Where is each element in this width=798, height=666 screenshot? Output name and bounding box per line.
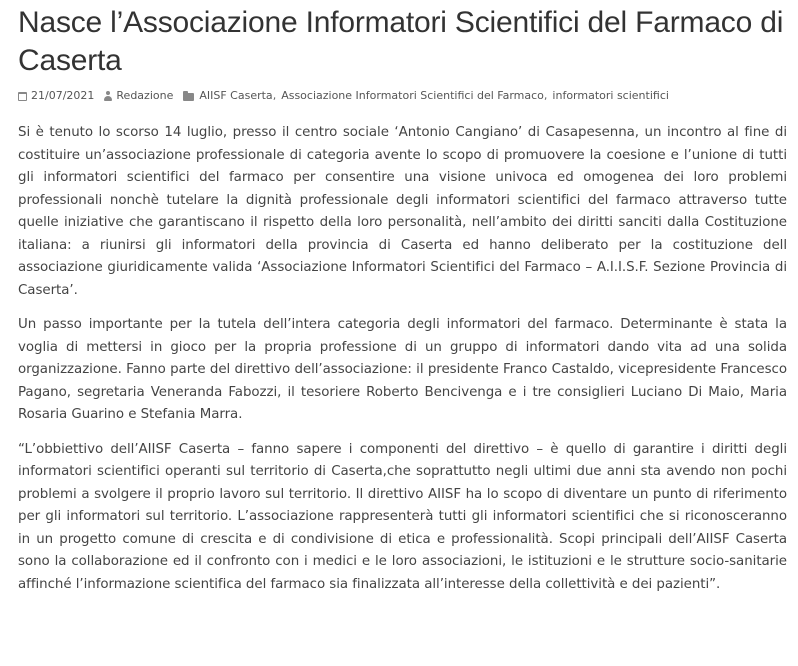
post-date[interactable] [18, 89, 94, 103]
article-title: Nasce l’Associazione Informatori Scientifici del Farmaco di Caserta [18, 6, 784, 77]
paragraph: Si è tenuto lo scorso 14 luglio, presso il centro sociale ‘Antonio Cangiano’ di Casapesenna, un incontro al fine di costituire un’associazione professionale di categoria avente lo scopo di promuovere la coesione e l’unione di tutti gli informatori scientifici del farmaco per consentire una visione univoca ed omogenea dei loro problemi professionali nonchè tutelare la dignità professionale degli informatori scientifici del farmaco attraverso tutte quelle iniziative che garantiscano il rispetto della loro personalità, nell’ambito dei diritti sanciti dalla Costituzione italiana: a riunirsi gli informatori della provincia di Caserta ed hanno deliberato per la costituzione dell associazione giuridicamente valida ‘Associazione Informatori Scientifici del Farmaco – A.I.I.S.F. Sezione Provincia di Caserta’. [18, 125, 787, 298]
post-author-link[interactable]: Redazione [116, 89, 174, 102]
article [18, 0, 787, 608]
user-icon [104, 91, 112, 101]
post-categories [183, 89, 669, 103]
paragraph: “L’obbiettivo dell’AIISF Caserta – fanno sapere i componenti del direttivo – è quello di garantire i diritti degli informatori scientifici operanti sul territorio di Caserta,che soprattutto negli ultimi due anni sta avendo non pochi problemi a svolgere il proprio lavoro sul territorio. Il direttivo AIISF ha lo scopo di diventare un punto di riferimento per gli informatori sul territorio. L’associazione rappresenterà tutti gli informatori scientifici che si riconosceranno in un progetto comune di crescita e di condivisione di etica e professionalità. Scopi principali dell’AIISF Caserta sono la collaborazione ed il confronto con i medici e le loro associazioni, le istituzioni e le strutture socio-sanitarie affinché l’informazione scientifica del farmaco sia finalizzata all’interesse della collettività e dei pazienti”. [18, 441, 787, 592]
category-link-aiisf-caserta[interactable]: AIISF Caserta [199, 89, 273, 102]
post-date-link[interactable]: 21/07/2021 [31, 89, 95, 102]
paragraph: Un passo importante per la tutela dell’intera categoria degli informatori del farmaco. Determinante è stata la voglia di mettersi in gioco per la propria professione di un gruppo di informatori dando vita ad una solida organizzazione. Fanno parte del direttivo dell’associazione: il presidente Franco Castaldo, vicepresidente Francesco Pagano, segretaria Veneranda Fabozzi, il tesoriere Roberto Bencivenga e i tre consiglieri Luciano Di Maio, Maria Rosaria Guarino e Stefania Marra. [18, 317, 787, 422]
article-meta [18, 89, 787, 103]
article-body [18, 122, 787, 596]
post-author[interactable] [104, 89, 173, 103]
category-link-associazione[interactable]: Associazione Informatori Scientifici del Farmaco [281, 89, 544, 102]
category-separator: , [272, 89, 277, 102]
folder-icon [183, 93, 194, 101]
category-link-informatori[interactable]: informatori scientifici [552, 89, 669, 102]
category-separator: , [543, 89, 548, 102]
calendar-icon [18, 92, 27, 101]
